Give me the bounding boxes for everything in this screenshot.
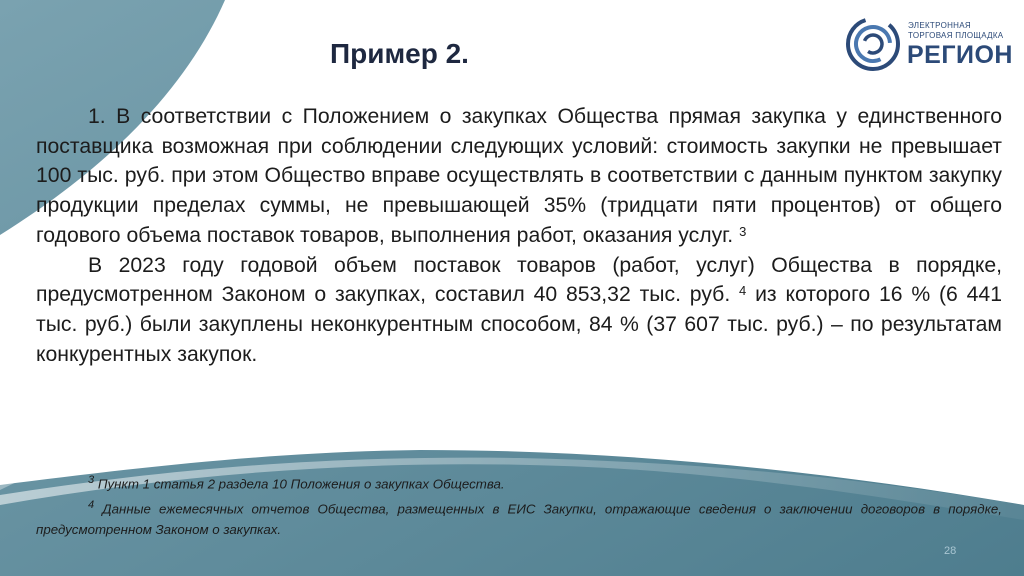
- footnote-4-mark: 4: [88, 498, 95, 511]
- logo-line2: ТОРГОВАЯ ПЛОЩАДКА: [908, 31, 1004, 40]
- logo-brand: РЕГИОН: [907, 41, 1013, 69]
- logo-line1: ЭЛЕКТРОННАЯ: [908, 21, 971, 30]
- footnote-ref-4: 4: [739, 283, 747, 299]
- footnote-4: [36, 495, 1002, 540]
- slide-title: Пример 2.: [330, 38, 469, 69]
- region-logo: [843, 14, 1013, 76]
- page-number: 28: [944, 545, 957, 557]
- body-text: [36, 102, 1002, 369]
- paragraph-1-text: 1. В соответствии с Положением о закупках Общества прямая закупка у единственного поставщика возможная при соблюдении следующих условий: стоимость закупки не превышает 100 тыс. руб. при этом Общество вправе осуществлять в соответствии с данным пунктом закупку продукции пределах суммы, не превышающей 35% (тридцати пяти процентов) от общего годового объема поставок товаров, выполнения работ, оказания услуг.: [36, 105, 1002, 247]
- paragraph-2-text-b: из которого 16 % (6 441 тыс. руб.) были закуплены неконкурентным способом, 84 % (37 607 тыс. руб.) – по результатам конкурентных закупок.: [36, 283, 1002, 366]
- paragraph-1: [36, 102, 1002, 251]
- footnote-ref-3: 3: [739, 223, 747, 239]
- footnotes: [36, 470, 1002, 540]
- footnote-3-text: Пункт 1 статья 2 раздела 10 Положения о закупках Общества.: [94, 476, 505, 492]
- footnote-3-mark: 3: [88, 474, 95, 486]
- footnote-4-text: Данные ежемесячных отчетов Общества, размещенных в ЕИС Закупки, отражающие сведения о заключении договоров в порядке, предусмотренном Законом о закупках.: [36, 501, 1002, 537]
- footnote-3: [36, 470, 1002, 495]
- paragraph-2: [36, 251, 1002, 370]
- region-logo-icon: [843, 14, 903, 74]
- paragraph-2-text-a: В 2023 году годовой объем поставок товаров (работ, услуг) Общества в порядке, предусмотренном Законом о закупках, составил 40 853,32 тыс. руб.: [36, 253, 1002, 307]
